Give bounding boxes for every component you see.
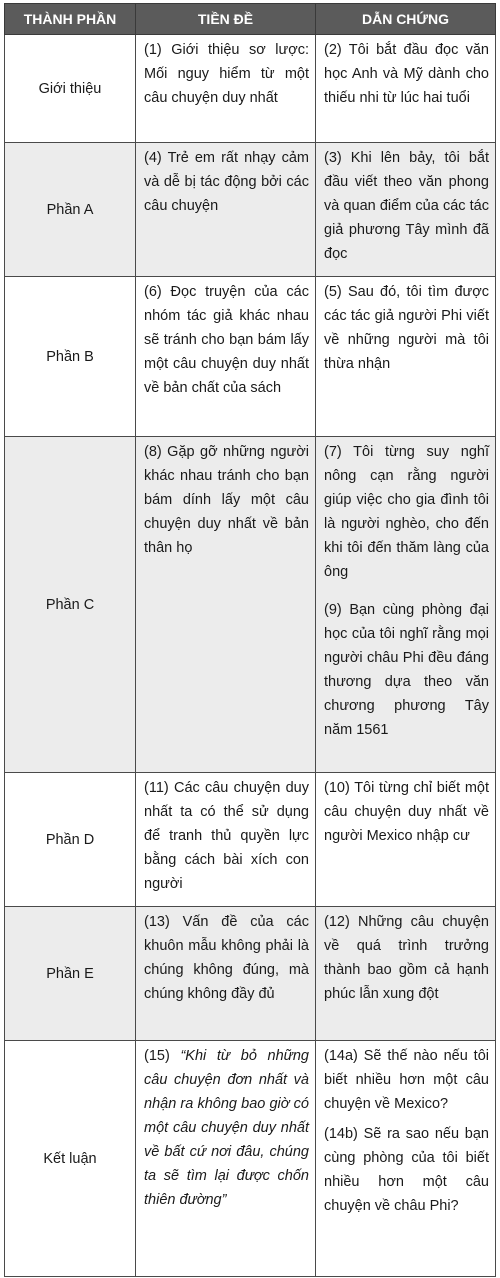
table-row-part-d <box>5 773 496 907</box>
premise-text: Trẻ em rất nhạy cảm và dễ bị tác động bởi các câu chuyện <box>144 150 309 214</box>
premise-cell <box>136 277 316 437</box>
evidence-text: (14b) Sẽ ra sao nếu bạn cùng phòng của tôi biết nhiều hơn một câu chuyện về châu Phi? <box>324 1126 489 1214</box>
table-row-part-a <box>5 143 496 277</box>
evidence-cell <box>316 773 496 907</box>
table-header-row <box>5 4 496 35</box>
premise-cell <box>136 35 316 143</box>
premise-text: Gặp gỡ những người khác nhau tránh cho bạn bám dính lấy một câu chuyện duy nhất về bản thân họ <box>144 444 309 556</box>
premise-cell <box>136 907 316 1041</box>
premise-text: Các câu chuyện duy nhất ta có thể sử dụng để tranh thủ quyền lực bằng cách bài xích con người <box>144 780 309 892</box>
table-row-part-e <box>5 907 496 1041</box>
premise-number: (1) <box>144 42 162 58</box>
premise-quote: “Khi từ bỏ những câu chuyện đơn nhất và nhận ra không bao giờ có một câu chuyện duy nhất về bất cứ nơi đâu, chúng ta sẽ tìm lại được chốn thiên đường” <box>144 1048 309 1208</box>
evidence-text: (14a) Sẽ thế nào nếu tôi biết nhiều hơn một câu chuyện về Mexico? <box>324 1048 489 1112</box>
premise-number: (8) <box>144 444 162 460</box>
row-label: Phần B <box>5 277 136 437</box>
evidence-cell <box>316 35 496 143</box>
evidence-text: (12) Những câu chuyện về quá trình trưởng thành bao gồm cả hạnh phúc lẫn xung đột <box>324 914 489 1002</box>
evidence-cell <box>316 437 496 773</box>
row-label: Giới thiệu <box>5 35 136 143</box>
evidence-cell <box>316 277 496 437</box>
evidence-text: (5) Sau đó, tôi tìm được các tác giả người Phi viết về những người mà tôi thừa nhận <box>324 284 489 372</box>
talk-structure-table <box>4 3 496 1277</box>
table-row-part-c <box>5 437 496 773</box>
premise-cell <box>136 437 316 773</box>
row-label: Phần A <box>5 143 136 277</box>
evidence-cell <box>316 143 496 277</box>
evidence-text: (3) Khi lên bảy, tôi bắt đầu viết theo văn phong và quan điểm của các tác giả phương Tây mình đã đọc <box>324 150 489 262</box>
table-row-intro <box>5 35 496 143</box>
premise-cell <box>136 143 316 277</box>
evidence-text: (2) Tôi bắt đầu đọc văn học Anh và Mỹ dành cho thiếu nhi từ lúc hai tuổi <box>324 42 489 106</box>
row-label: Kết luận <box>5 1041 136 1277</box>
premise-number: (6) <box>144 284 162 300</box>
premise-text: Đọc truyện của các nhóm tác giả khác nhau sẽ tránh cho bạn bám lấy một câu chuyện duy nhất về bản chất của sách <box>144 284 309 396</box>
header-evidence: DẪN CHỨNG <box>316 4 496 35</box>
evidence-text: (9) Bạn cùng phòng đại học của tôi nghĩ rằng mọi người châu Phi đều đáng thương dựa theo văn chương phương Tây năm 1561 <box>324 602 489 738</box>
premise-text: Vấn đề của các khuôn mẫu không phải là chúng không đúng, mà chúng không đầy đủ <box>144 914 309 1002</box>
table-row-part-b <box>5 277 496 437</box>
premise-cell <box>136 1041 316 1277</box>
paragraph-gap <box>324 584 489 598</box>
premise-cell <box>136 773 316 907</box>
premise-number: (11) <box>144 780 169 796</box>
premise-number: (13) <box>144 914 170 930</box>
evidence-cell <box>316 907 496 1041</box>
table-row-conclusion <box>5 1041 496 1277</box>
evidence-cell <box>316 1041 496 1277</box>
header-component: THÀNH PHẦN <box>5 4 136 35</box>
premise-number: (15) <box>144 1048 170 1064</box>
evidence-text: (7) Tôi từng suy nghĩ nông cạn rằng người giúp việc cho gia đình tôi là người nghèo, cho đến khi tôi đến thăm làng của ông <box>324 444 489 580</box>
premise-number: (4) <box>144 150 162 166</box>
header-premise: TIỀN ĐỀ <box>136 4 316 35</box>
premise-text: Giới thiệu sơ lược: Mối nguy hiểm từ một câu chuyện duy nhất <box>144 42 309 106</box>
row-label: Phần E <box>5 907 136 1041</box>
row-label: Phần C <box>5 437 136 773</box>
evidence-text: (10) Tôi từng chỉ biết một câu chuyện duy nhất về người Mexico nhập cư <box>324 780 489 844</box>
row-label: Phần D <box>5 773 136 907</box>
